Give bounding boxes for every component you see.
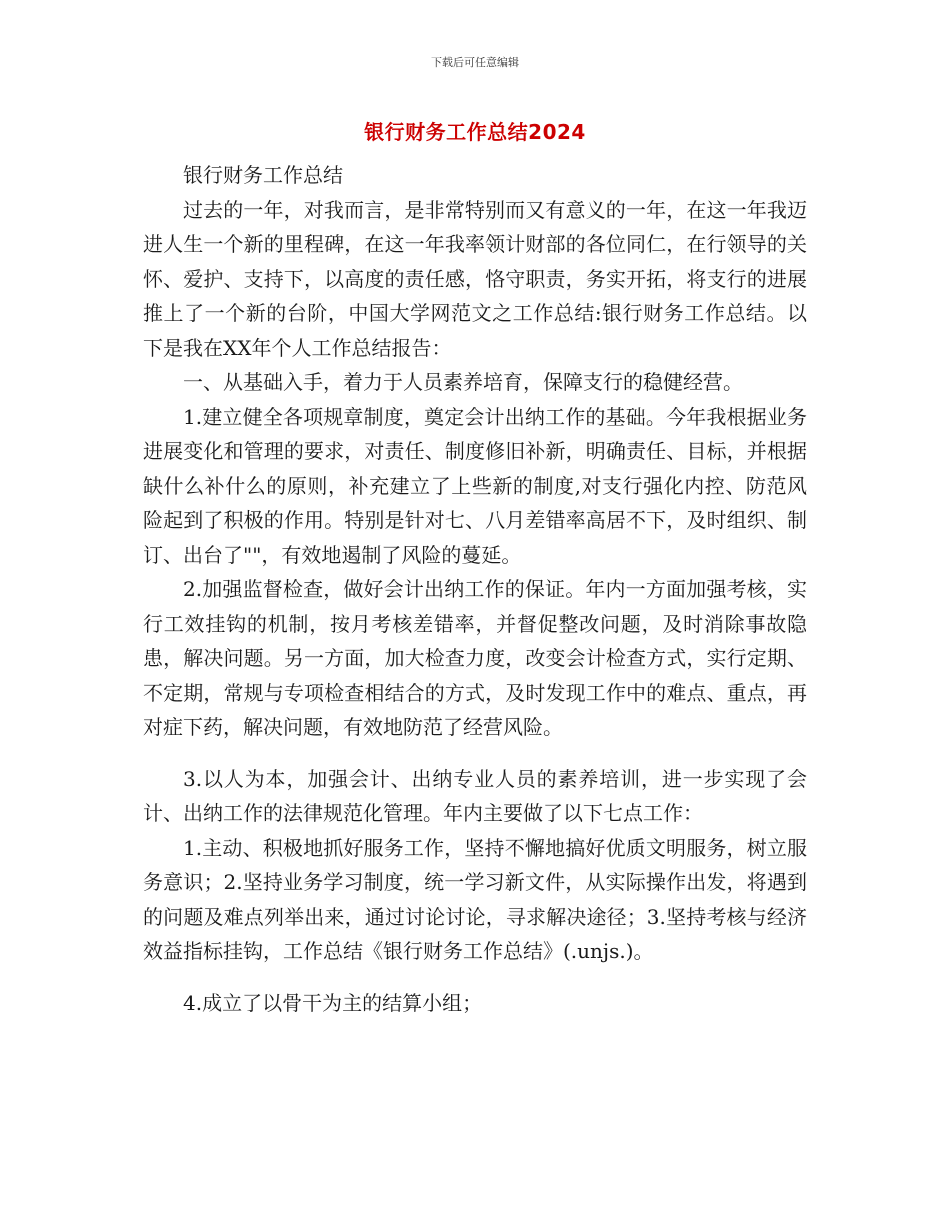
- section-heading: 银行财务工作总结: [183, 163, 343, 187]
- document-body: [143, 158, 807, 1020]
- paragraph-sub-items: 1.主动、积极地抓好服务工作，坚持不懈地搞好优质文明服务，树立服务意识；2.坚持业务学习制度，统一学习新文件，从实际操作出发，将遇到的问题及难点列举出来，通过讨论讨论，寻求解决途径；3.坚持考核与经济效益指标挂钩，工作总结《银行财务工作总结》(.unjs.)。: [143, 835, 807, 963]
- paragraph-item-1: 1.建立健全各项规章制度，奠定会计出纳工作的基础。今年我根据业务进展变化和管理的要求，对责任、制度修旧补新，明确责任、目标，并根据缺什么补什么的原则，补充建立了上些新的制度,对支行强化内控、防范风险起到了积极的作用。特别是针对七、八月差错率高居不下，及时组织、制订、出台了""，有效地遏制了风险的蔓延。: [143, 404, 807, 567]
- paragraph-item-3: 3.以人为本，加强会计、出纳专业人员的素养培训，进一步实现了会计、出纳工作的法律规范化管理。年内主要做了以下七点工作：: [143, 766, 807, 825]
- header-note: 下载后可任意编辑: [431, 56, 519, 69]
- paragraph-item-2: 2.加强监督检查，做好会计出纳工作的保证。年内一方面加强考核，实行工效挂钩的机制，按月考核差错率，并督促整改问题，及时消除事故隐患，解决问题。另一方面，加大检查力度，改变会计检查方式，实行定期、不定期，常规与专项检查相结合的方式，及时发现工作中的难点、重点，再对症下药，解决问题，有效地防范了经营风险。: [143, 577, 807, 739]
- paragraph-part-one-heading: 一、从基础入手，着力于人员素养培育，保障支行的稳健经营。: [183, 370, 743, 394]
- paragraph-intro: 过去的一年，对我而言，是非常特别而又有意义的一年，在这一年我迈进人生一个新的里程碑，在这一年我率领计财部的各位同仁，在行领导的关怀、爱护、支持下，以高度的责任感，恪守职责，务实开拓，将支行的进展推上了一个新的台阶，中国大学网范文之工作总结:银行财务工作总结。以下是我在XX年个人工作总结报告：: [143, 197, 807, 360]
- paragraph-sub-item-4: 4.成立了以骨干为主的结算小组；: [183, 990, 483, 1015]
- document-title: 银行财务工作总结2024: [364, 120, 586, 144]
